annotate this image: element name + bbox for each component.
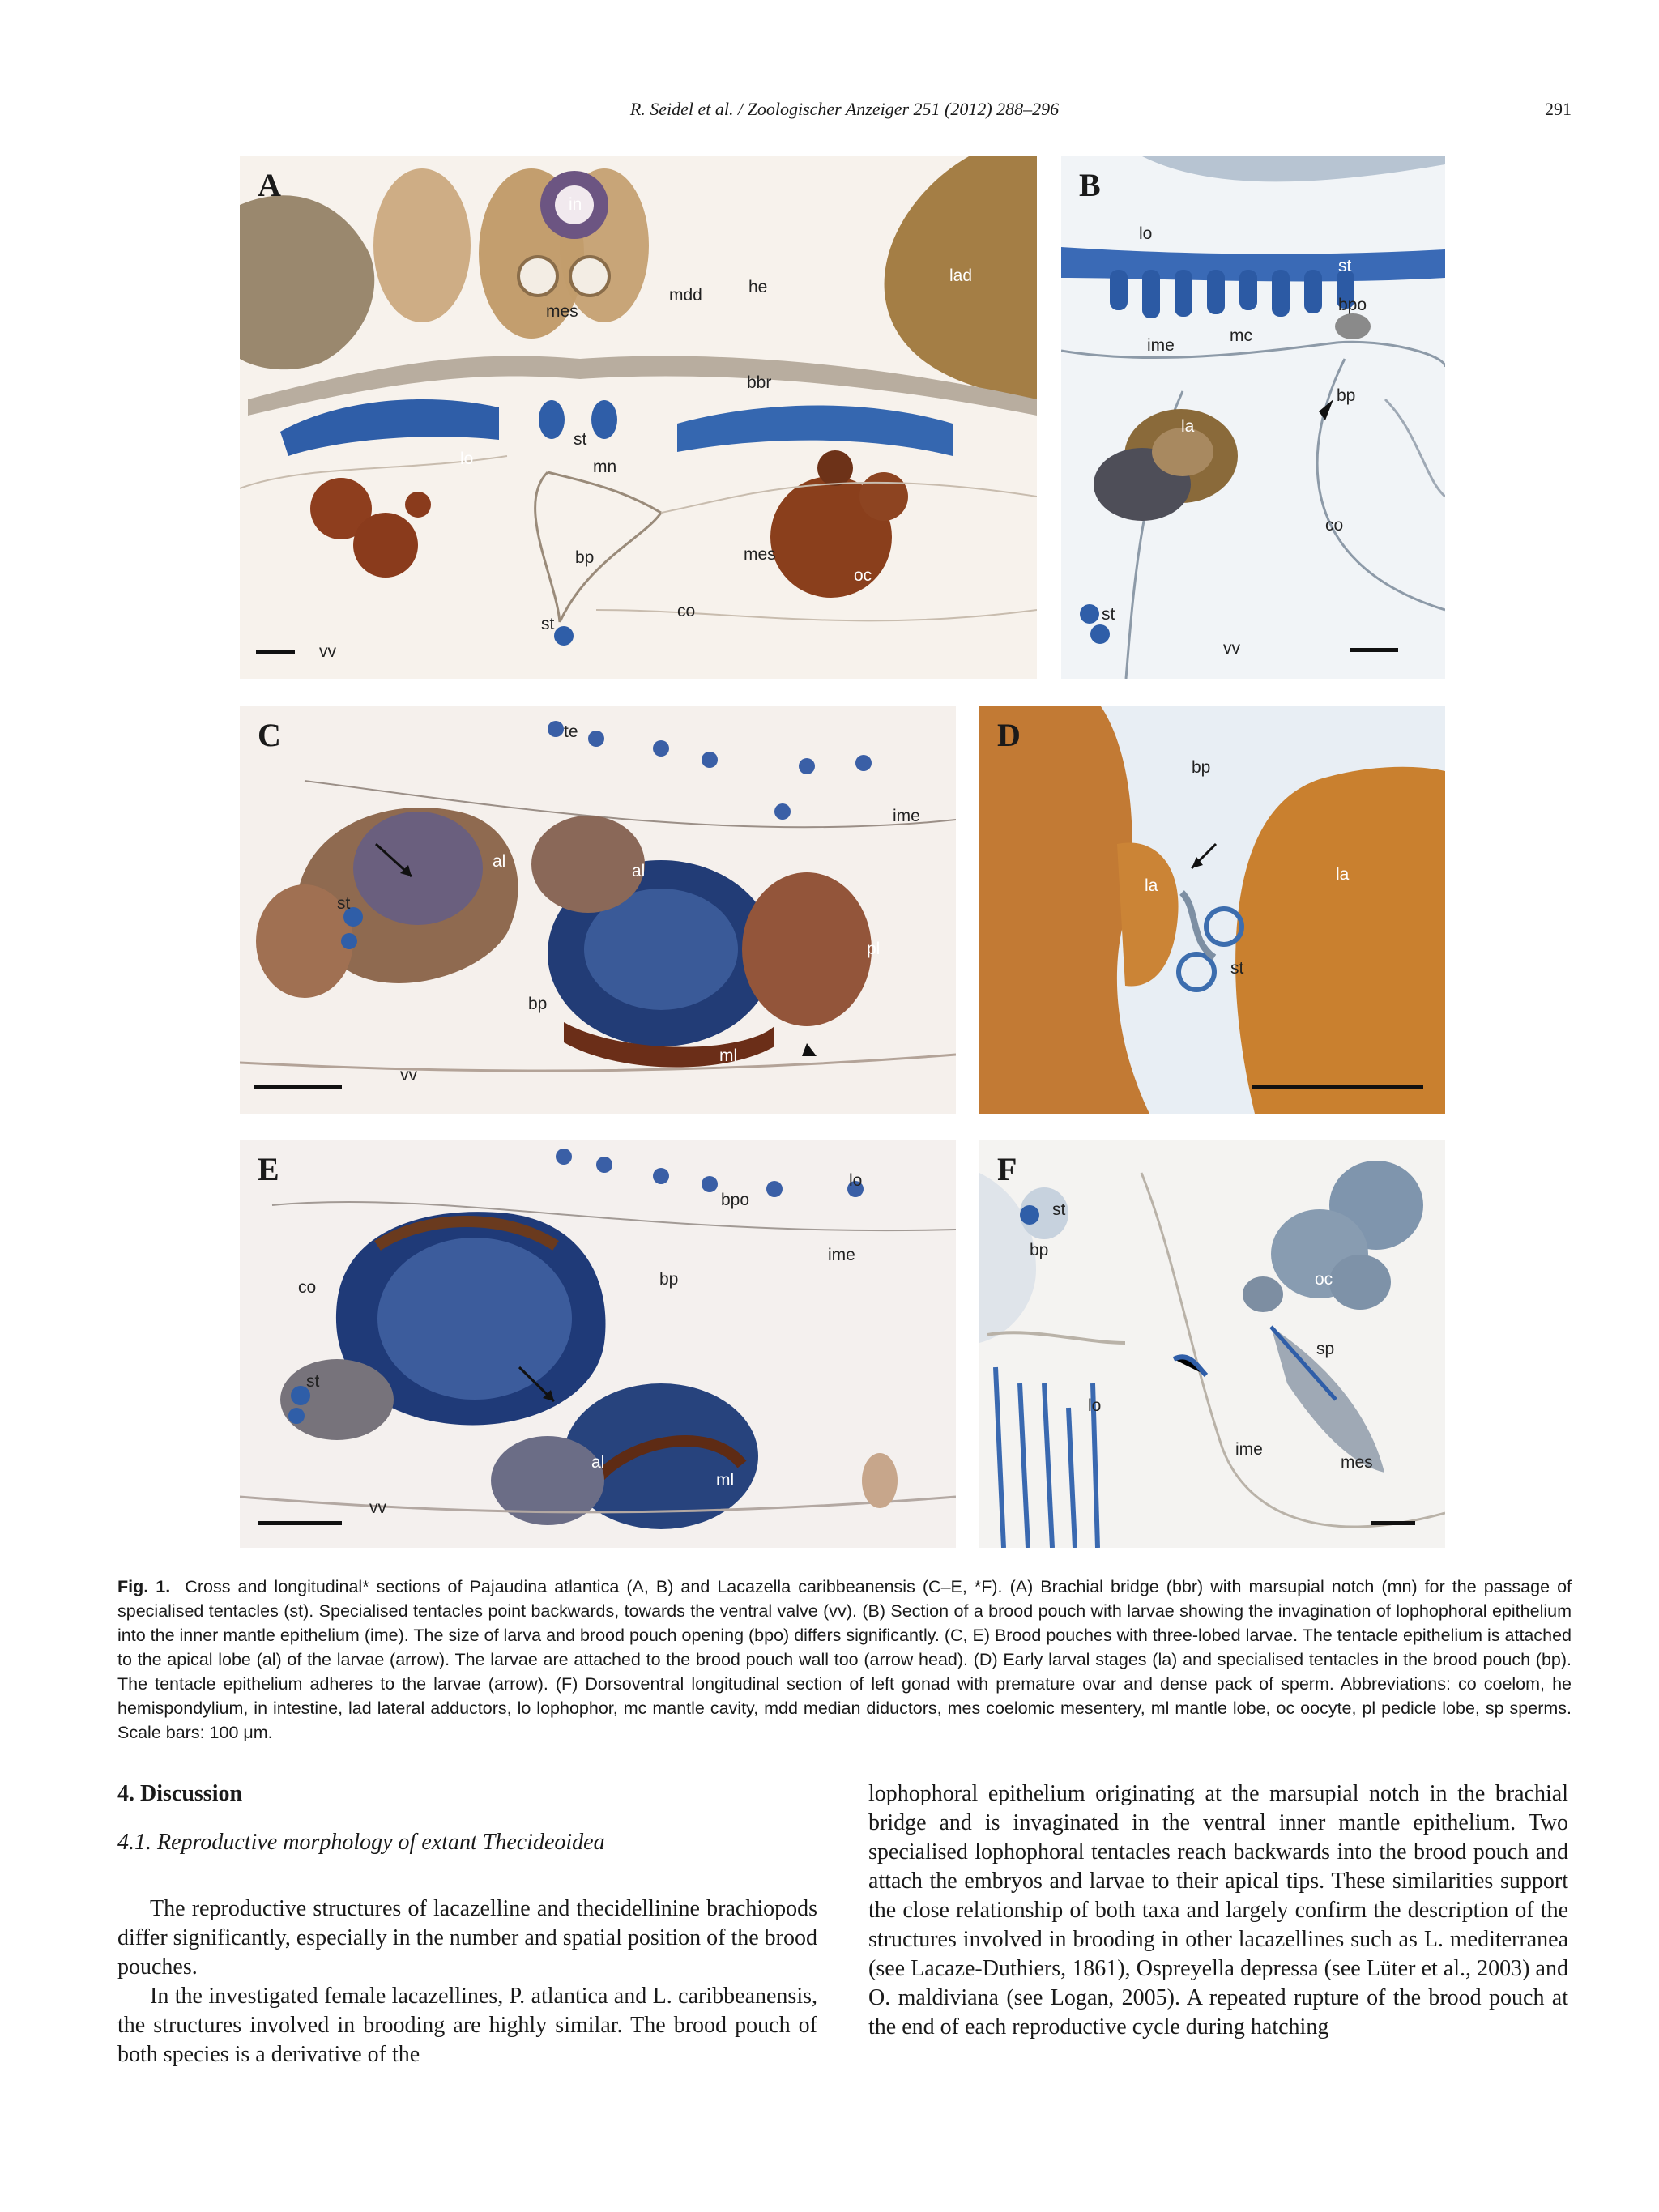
figure-panel-f	[979, 1140, 1445, 1548]
scale-bar	[1350, 648, 1398, 652]
panel-f-micrograph	[979, 1140, 1445, 1548]
panel-label: oc	[1315, 1270, 1333, 1289]
panel-b-micrograph	[1061, 156, 1445, 679]
figure-panel-e	[240, 1140, 956, 1548]
panel-letter: D	[997, 717, 1021, 753]
panel-label: st	[541, 615, 555, 633]
panel-label: he	[748, 278, 768, 296]
panel-label: st	[306, 1372, 320, 1391]
panel-label: bp	[1030, 1241, 1049, 1259]
running-header	[117, 96, 1572, 125]
scale-bar	[256, 650, 295, 654]
scale-bar	[1252, 1085, 1423, 1089]
panel-label: la	[1145, 876, 1158, 895]
body-paragraph: The reproductive structures of lacazelline and thecidellinine brachiopods differ significantly, especially in the number and spatial position of the brood pouches.	[117, 1896, 817, 1980]
scale-bar	[1371, 1521, 1415, 1525]
panel-label: bp	[528, 995, 548, 1013]
panel-label: ime	[1235, 1440, 1263, 1459]
panel-label: ime	[828, 1246, 855, 1264]
panel-label: vv	[369, 1498, 386, 1517]
panel-label: ml	[719, 1046, 738, 1065]
figure-panel-a	[240, 156, 1037, 679]
panel-letter: A	[258, 167, 281, 203]
figure-panel-c	[240, 706, 956, 1114]
body-column-right	[868, 1779, 1568, 2042]
panel-label: bp	[659, 1270, 679, 1289]
panel-label: bbr	[747, 373, 772, 392]
panel-label: ml	[716, 1471, 735, 1490]
panel-label: al	[632, 862, 646, 880]
panel-label: pl	[867, 940, 881, 958]
panel-label: lo	[1139, 224, 1153, 243]
figure-panel-b	[1061, 156, 1445, 679]
panel-label: lad	[949, 266, 973, 285]
panel-letter: F	[997, 1151, 1017, 1187]
panel-e-micrograph	[240, 1140, 956, 1548]
figure-panel-d	[979, 706, 1445, 1114]
section-heading: 4. Discussion	[117, 1781, 243, 1806]
panel-label: bpo	[1338, 296, 1367, 314]
panel-label: ime	[893, 807, 920, 825]
panel-letter: E	[258, 1151, 279, 1187]
caption-label: Fig. 1.	[117, 1577, 171, 1596]
panel-label: st	[1052, 1200, 1066, 1219]
panel-letter: C	[258, 717, 281, 753]
panel-d-micrograph	[979, 706, 1445, 1114]
panel-label: co	[1325, 516, 1344, 535]
panel-label: vv	[1223, 639, 1240, 658]
scale-bar	[258, 1521, 342, 1525]
panel-label: oc	[854, 566, 872, 585]
panel-label: st	[1102, 605, 1115, 624]
panel-label: bp	[1192, 758, 1211, 777]
panel-label: mdd	[669, 286, 702, 305]
page-number: 291	[1545, 99, 1572, 119]
panel-label: lo	[849, 1171, 863, 1190]
panel-label: vv	[400, 1066, 417, 1085]
panel-label: mes	[744, 545, 776, 564]
panel-label: bp	[575, 548, 595, 567]
panel-label: mc	[1230, 326, 1252, 345]
panel-label: al	[493, 852, 506, 871]
panel-label: in	[569, 195, 582, 214]
panel-a-micrograph	[240, 156, 1037, 679]
scale-bar	[254, 1085, 342, 1089]
panel-label: st	[337, 894, 351, 913]
panel-label: co	[677, 602, 696, 620]
panel-label: vv	[319, 642, 336, 661]
panel-label: st	[1230, 959, 1244, 978]
panel-label: sp	[1316, 1340, 1335, 1358]
panel-label: lo	[460, 450, 474, 468]
body-column-left	[117, 1779, 817, 2069]
panel-label: st	[574, 430, 587, 449]
panel-label: la	[1181, 417, 1195, 436]
panel-label: te	[564, 722, 578, 741]
panel-letter: B	[1079, 167, 1101, 203]
panel-label: lo	[1088, 1396, 1102, 1415]
caption-text: Cross and longitudinal* sections of Pajaudina atlantica (A, B) and Lacazella caribbeanensis (C–E, *F). (A) Brachial bridge (bbr) with marsupial notch (mn) for the passage of specialised tentacles (st). Specialised tentacles point backwards, towards the ventral valve (vv). (B) Section of a brood pouch with larvae showing the invagination of lophophoral epithelium into the inner mantle epithelium (ime). The size of larva and brood pouch opening (bpo) differs significantly. (C, E) Brood pouches with three-lobed larvae. The tentacle epithelium is attached to the apical lobe (al) of the larvae (arrow). The larvae are attached to the brood pouch wall too (arrow head). (D) Early larval stages (la) and specialised tentacles in the brood pouch (bp). The tentacle epithelium adheres to the larvae (arrow). (F) Dorsoventral longitudinal section of left gonad with premature ovar and dense pack of sperm. Abbreviations: co coelom, he hemispondylium, in intestine, lad lateral adductors, lo lophophor, mc mantle cavity, mdd median diductors, mes coelomic mesentery, ml mantle lobe, oc oocyte, pl pedicle lobe, sp sperms. Scale bars: 100 μm.	[117, 1577, 1572, 1742]
panel-label: mes	[546, 302, 578, 321]
panel-label: st	[1338, 257, 1352, 275]
panel-label: co	[298, 1278, 317, 1297]
panel-label: al	[591, 1453, 605, 1472]
panel-label: bp	[1337, 386, 1356, 405]
panel-label: ime	[1147, 336, 1175, 355]
figure-caption	[117, 1575, 1572, 1745]
panel-label: bpo	[721, 1191, 750, 1209]
subsection-heading: 4.1. Reproductive morphology of extant Thecideoidea	[117, 1830, 605, 1855]
header-citation: R. Seidel et al. / Zoologischer Anzeiger 251 (2012) 288–296	[629, 99, 1060, 119]
body-paragraph: lophophoral epithelium originating at the marsupial notch in the brachial bridge and is invaginated in the ventral inner mantle epithelium. Two specialised lophophoral tentacles reach backwards into the brood pouch and attach the embryos and larvae to their apical tips. These similarities support the close relationship of both taxa and largely confirm the description of the structures involved in brooding in other lacazellines such as L. mediterranea (see Lacaze-Duthiers, 1861), Ospreyella depressa (see Lüter et al., 2003) and O. maldiviana (see Logan, 2005). A repeated rupture of the brood pouch at the end of each reproductive cycle during hatching	[868, 1781, 1568, 2039]
panel-label: mes	[1341, 1453, 1373, 1472]
panel-label: mn	[593, 458, 617, 476]
body-paragraph: In the investigated female lacazellines, P. atlantica and L. caribbeanensis, the structures involved in brooding are highly similar. The brood pouch of both species is a derivative of the	[117, 1984, 817, 2067]
panel-label: la	[1336, 865, 1350, 884]
